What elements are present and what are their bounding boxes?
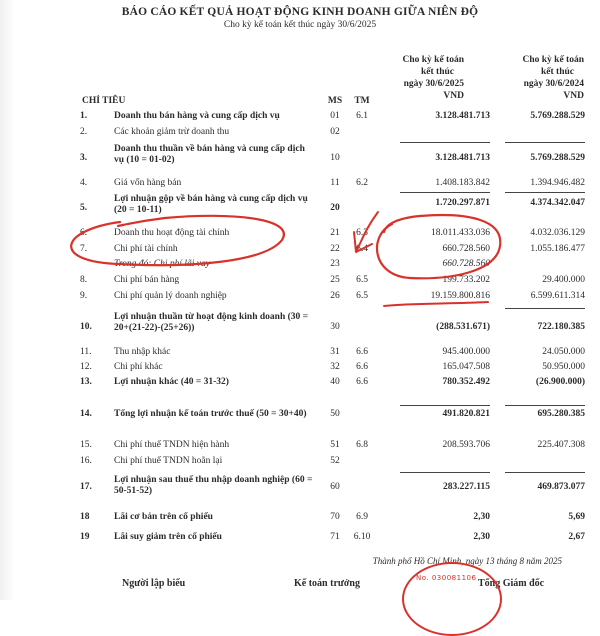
- row-ms: 01: [330, 111, 340, 121]
- row-tm: 6.5: [356, 291, 368, 301]
- row-tm: 6.2: [356, 178, 368, 188]
- row-tm: 6.6: [356, 377, 368, 387]
- row-label: Lợi nhuận khác (40 = 31-32): [114, 377, 229, 387]
- row-value-2024: 29.400.000: [542, 275, 585, 285]
- row-value-2025: 3.128.481.713: [435, 111, 490, 121]
- col2-line1: Cho kỳ kế toán: [522, 55, 584, 65]
- director-label: Tổng Giám đốc: [478, 578, 545, 589]
- row-value-2025: 165.047.508: [442, 362, 490, 372]
- subtotal-rule-9: [505, 472, 585, 473]
- column-header-chi-tieu: CHỈ TIÊU: [82, 96, 126, 106]
- row-ms: 50: [330, 409, 340, 419]
- row-value-2024: 4.374.342.047: [530, 198, 585, 208]
- row-value-2025: 1.408.183.842: [435, 178, 490, 188]
- place-and-date: Thành phố Hồ Chí Minh, ngày 13 tháng 8 năm 2025: [372, 556, 562, 566]
- row-value-2024: 5.769.288.529: [530, 111, 585, 121]
- column-header-period-2025: [380, 54, 464, 102]
- report-subtitle: Cho kỳ kế toán kết thúc ngày 30/6/2025: [223, 20, 377, 30]
- row-ms: 32: [330, 362, 340, 372]
- row-label: Doanh thu hoạt động tài chính: [114, 228, 230, 238]
- subtotal-rule-4: [505, 192, 585, 193]
- row-label: Lợi nhuận thuần từ hoạt động kinh doanh (30 = 20+(21-22)-(25+26)): [114, 312, 309, 333]
- col1-line4: VND: [443, 91, 464, 101]
- col1-line1: Cho kỳ kế toán: [402, 55, 464, 65]
- row-tm: 6.6: [356, 362, 368, 372]
- column-header-period-2024: [488, 54, 584, 102]
- row-ms: 52: [330, 456, 340, 466]
- row-label: Chi phí bán hàng: [114, 275, 180, 285]
- chief-accountant-label: Kế toán trưởng: [294, 578, 360, 589]
- row-value-2024: 722.180.385: [537, 322, 585, 332]
- row-number: 12.: [80, 362, 92, 372]
- row-tm: 6.10: [353, 532, 371, 542]
- row-number: 9.: [80, 291, 88, 301]
- row-tm: 6.1: [356, 111, 368, 121]
- row-label: Chi phí quản lý doanh nghiệp: [114, 291, 227, 301]
- row-ms: 21: [330, 228, 340, 238]
- row-label: Thu nhập khác: [114, 347, 171, 357]
- row-value-2024: 1.055.186.477: [530, 244, 585, 254]
- row-ms: 10: [330, 153, 340, 163]
- row-ms: 31: [330, 347, 340, 357]
- ellipse-left-annotation: [71, 216, 284, 265]
- row-number: 13.: [80, 377, 92, 387]
- row-number: 6.: [80, 228, 88, 238]
- row-ms: 26: [330, 291, 340, 301]
- row-label: Trong đó: Chi phí lãi vay: [114, 259, 210, 269]
- page-edge-shadow: [0, 0, 14, 600]
- row-label: Chi phí tài chính: [114, 244, 178, 254]
- subtotal-rule-8: [400, 472, 490, 473]
- row-number: 5.: [80, 203, 88, 213]
- row-value-2024: 1.394.946.482: [530, 178, 585, 188]
- row-number: 3.: [80, 153, 88, 163]
- row-value-2025: 2,30: [473, 512, 490, 522]
- subtotal-rule-3: [400, 192, 490, 193]
- row-tm: 6.4: [356, 244, 368, 254]
- row-value-2025: 283.227.115: [443, 482, 490, 492]
- row-tm: 6.9: [356, 512, 368, 522]
- row-number: 10.: [80, 322, 92, 332]
- column-header-ms: MS: [327, 96, 343, 106]
- row-value-2025: 18.011.433.036: [430, 228, 490, 238]
- subtotal-rule-1: [400, 142, 490, 143]
- row-value-2024: 2,67: [568, 532, 585, 542]
- row-value-2024: 24.050.000: [542, 347, 585, 357]
- row-ms: 40: [330, 377, 340, 387]
- row-number: 7.: [80, 244, 88, 254]
- underline-annotation: [384, 302, 488, 306]
- row-label: Chi phí khác: [114, 362, 163, 372]
- row-label: Các khoản giảm trừ doanh thu: [114, 127, 230, 137]
- row-label: Chi phí thuế TNDN hoãn lại: [114, 456, 223, 466]
- row-number: 17.: [80, 482, 92, 492]
- row-number: 2.: [80, 127, 88, 137]
- row-ms: 20: [330, 203, 340, 213]
- row-value-2025: 2,30: [473, 532, 490, 542]
- col2-line2: kết thúc: [541, 67, 574, 77]
- row-value-2025: 3.128.481.713: [435, 153, 490, 163]
- row-label: Tổng lợi nhuận kế toán trước thuế (50 = 30+40): [114, 409, 307, 419]
- row-tm: 6.6: [356, 347, 368, 357]
- row-ms: 71: [330, 532, 340, 542]
- row-ms: 02: [330, 127, 340, 137]
- row-value-2025: 660.728.560: [442, 259, 490, 269]
- row-number: 14.: [80, 409, 92, 419]
- row-value-2024: 5.769.288.529: [530, 153, 585, 163]
- report-title: BÁO CÁO KẾT QUẢ HOẠT ĐỘNG KINH DOANH GIỮA NIÊN ĐỘ: [121, 6, 479, 18]
- row-value-2024: 695.280.385: [537, 409, 585, 419]
- row-value-2025: 660.728.560: [442, 244, 490, 254]
- row-label: Lãi suy giảm trên cổ phiếu: [114, 532, 222, 542]
- row-value-2024: 469.873.077: [537, 482, 585, 492]
- row-number: 18: [80, 512, 90, 522]
- row-value-2024: 4.032.036.129: [530, 228, 585, 238]
- row-value-2024: 5,69: [568, 512, 585, 522]
- col2-line3: ngày 30/6/2024: [523, 79, 584, 89]
- row-value-2025: 19.159.800.816: [430, 291, 490, 301]
- subtotal-rule-2: [505, 142, 585, 143]
- subtotal-rule-5: [505, 308, 585, 309]
- col1-line2: kết thúc: [421, 67, 454, 77]
- row-value-2025: 208.593.706: [442, 440, 490, 450]
- row-number: 15.: [80, 440, 92, 450]
- row-value-2025: 945.400.000: [442, 347, 490, 357]
- row-ms: 22: [330, 244, 340, 254]
- row-tm: 6.8: [356, 440, 368, 450]
- row-label: Lợi nhuận sau thuế thu nhập doanh nghiệp (60 = 50-51-52): [114, 475, 313, 496]
- preparer-label: Người lập biểu: [122, 578, 186, 589]
- seal-number: No. 030081106: [416, 574, 477, 582]
- row-value-2024: 50.950.000: [542, 362, 585, 372]
- row-label: Giá vốn hàng bán: [114, 178, 182, 188]
- row-ms: 70: [330, 512, 340, 522]
- row-value-2025: 1.720.297.871: [435, 198, 490, 208]
- row-ms: 11: [330, 178, 340, 188]
- subtotal-rule-7: [505, 405, 585, 406]
- row-ms: 23: [330, 259, 340, 269]
- row-value-2024: (26.900.000): [535, 377, 585, 387]
- row-tm: 6.3: [356, 228, 368, 238]
- row-ms: 25: [330, 275, 340, 285]
- row-number: 19: [80, 532, 90, 542]
- row-label: Doanh thu thuần về bán hàng và cung cấp dịch vụ (10 = 01-02): [114, 144, 305, 165]
- col2-line4: VND: [563, 91, 584, 101]
- row-number: 16.: [80, 456, 92, 466]
- row-tm: 6.5: [356, 275, 368, 285]
- row-label: Lãi cơ bản trên cổ phiếu: [114, 512, 213, 522]
- row-label: Lợi nhuận gộp về bán hàng và cung cấp dịch vụ (20 = 10-11): [114, 194, 308, 215]
- subtotal-rule-6: [400, 405, 490, 406]
- row-label: Doanh thu bán hàng và cung cấp dịch vụ: [114, 111, 280, 121]
- row-ms: 30: [330, 322, 340, 332]
- row-value-2025: (288.531.671): [436, 322, 490, 332]
- row-number: 11.: [80, 347, 92, 357]
- row-label: Chi phí thuế TNDN hiện hành: [114, 440, 230, 450]
- row-value-2024: 6.599.611.314: [530, 291, 585, 301]
- row-value-2025: 780.352.492: [442, 377, 490, 387]
- col1-line3: ngày 30/6/2025: [403, 79, 464, 89]
- row-value-2025: 491.820.821: [442, 409, 490, 419]
- row-number: 1.: [80, 111, 88, 121]
- row-ms: 60: [330, 482, 340, 492]
- row-number: 4.: [80, 178, 88, 188]
- row-value-2024: 225.407.308: [537, 440, 585, 450]
- column-header-tm: TM: [354, 96, 370, 106]
- row-number: 8.: [80, 275, 88, 285]
- row-value-2025: 199.733.202: [442, 275, 490, 285]
- row-ms: 51: [330, 440, 340, 450]
